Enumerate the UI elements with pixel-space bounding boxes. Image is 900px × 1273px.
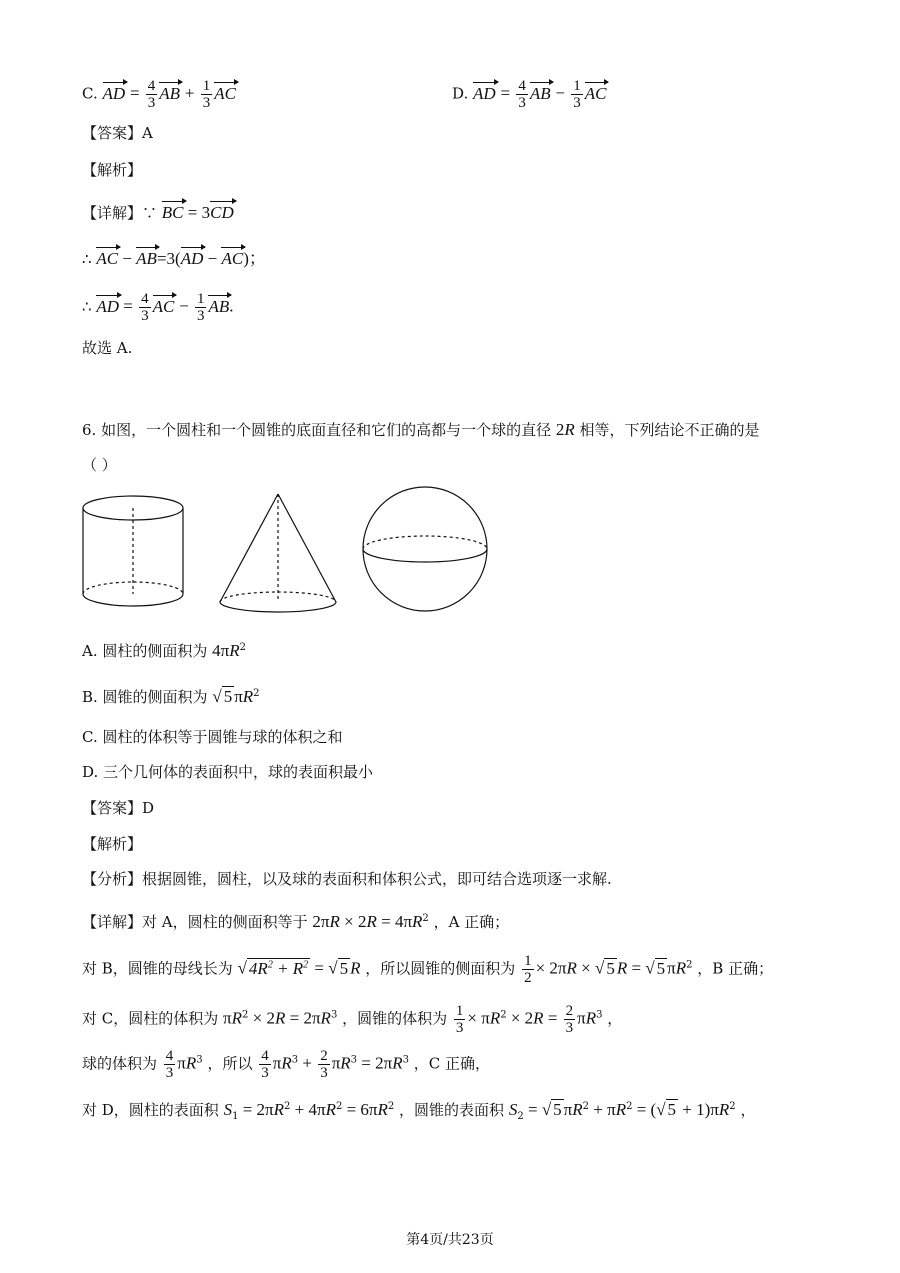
question-6-text-2: 相等，下列结论不正确的是 xyxy=(579,421,760,439)
detail-c-pre: 对 C，圆柱的体积为 xyxy=(82,1009,219,1028)
option-d: D. AD = $\frac{4}{3}$ AB − $\frac{1}{3}$ AC xyxy=(452,78,607,111)
question-6-paren: （ ） xyxy=(82,456,117,474)
detail-a-pre: 【详解】对 A，圆柱的侧面积等于 xyxy=(82,913,308,931)
detail-d-post: ， xyxy=(740,1101,756,1119)
ball-volume: 球的体积为 $\frac{4}{3}$ $\pi R^3$ ，所以 $\frac{4}{3}$ $\pi R^3$ + $\frac{2}{3}$ $\pi R^3 = 2\pi R^3$ ，C 正确， xyxy=(82,1048,491,1081)
option-d-label: D. xyxy=(452,84,469,103)
detail-b-post: ，B 正确； xyxy=(697,959,774,978)
cylinder-figure xyxy=(83,496,183,606)
analysis-1: 【解析】 xyxy=(82,161,143,179)
question-6: 6. 如图，一个圆柱和一个圆锥的底面直径和它们的高都与一个球的直径 2R 相等，下列结论不正确的是 xyxy=(82,420,760,439)
analysis-2: 【解析】 xyxy=(82,835,143,853)
detail-c-mid: ，圆锥的体积为 xyxy=(342,1009,448,1028)
detail-b: 对 B，圆锥的母线长为 √ $4R^2 + R^2$ = √ 5 R ，所以圆锥的侧面积为 $\frac{1}{2}$ × 2πR × √ 5 R = √ 5 $\pi R^2$ ，B 正确； xyxy=(82,953,774,986)
choose-a: 故选 A. xyxy=(82,339,133,357)
vec-ad: AD xyxy=(102,83,126,103)
derivation-1: ∴ AC − AB=3(AD − AC)； xyxy=(82,249,266,268)
ball-volume-pre: 球的体积为 xyxy=(82,1054,158,1073)
cone-figure xyxy=(220,494,336,612)
detail-b-mid: ，所以圆锥的侧面积为 xyxy=(365,959,516,978)
ball-volume-mid: ，所以 xyxy=(207,1054,253,1073)
option-c-6: C. 圆柱的体积等于圆锥与球的体积之和 xyxy=(82,728,343,746)
detail-c-post: ， xyxy=(607,1009,623,1028)
detail-c: 对 C，圆柱的体积为 $\pi R^2 \times 2R = 2\pi R^3$ ，圆锥的体积为 $\frac{1}{3}$ × $\pi R^2 \times 2R$ = $\frac{2}{3}$ $\pi R^3$ ， xyxy=(82,1003,623,1036)
detail-d-mid: ，圆锥的表面积 xyxy=(399,1101,505,1119)
derivation-2: ∴ AD = $\frac{4}{3}$ AC − $\frac{1}{3}$ AB. xyxy=(82,291,234,324)
answer-2: 【答案】D xyxy=(82,799,155,817)
fenxi: 【分析】根据圆锥，圆柱，以及球的表面积和体积公式，即可结合选项逐一求解. xyxy=(82,870,612,888)
page-footer: 第4页/共23页 xyxy=(406,1232,494,1248)
detail-b-pre: 对 B，圆锥的母线长为 xyxy=(82,959,233,978)
option-a-6-text: A. 圆柱的侧面积为 xyxy=(82,642,208,660)
detail-1: 【详解】∵ BC = 3CD xyxy=(82,203,234,222)
detail-d: 对 D，圆柱的表面积 $S_1 = 2\pi R^2 + 4\pi R^2 = 6\pi R^2$ ，圆锥的表面积 $S_2$ = √ 5 $\pi R^2 + \pi R^2$ = (√ $5 + 1)\pi R^2$ ， xyxy=(82,1100,756,1122)
answer-1: 【答案】A xyxy=(82,124,153,142)
option-c: C. AD = $\frac{4}{3}$ AB + $\frac{1}{3}$ AC xyxy=(82,78,236,111)
detail-a-post: ，A 正确； xyxy=(433,913,510,931)
option-a-6: A. 圆柱的侧面积为 $4\pi R^2$ xyxy=(82,641,247,660)
option-d-6: D. 三个几何体的表面积中，球的表面积最小 xyxy=(82,763,374,781)
option-c-label: C. xyxy=(82,84,98,103)
therefore-symbol: ∴ xyxy=(82,297,92,316)
option-b-6-text: B. 圆锥的侧面积为 xyxy=(82,688,208,706)
detail-d-pre: 对 D，圆柱的表面积 xyxy=(82,1101,219,1119)
option-b-6: B. 圆锥的侧面积为 √ 5 $\pi R^2$ xyxy=(82,687,260,706)
ball-volume-post: ，C 正确， xyxy=(413,1054,491,1073)
detail-1-label: 【详解】∵ xyxy=(82,204,158,222)
therefore-symbol: ∴ xyxy=(82,250,92,268)
sphere-figure xyxy=(363,487,487,611)
geometry-figures xyxy=(78,484,508,619)
question-6-text: 6. 如图，一个圆柱和一个圆锥的底面直径和它们的高都与一个球的直径 xyxy=(82,421,552,439)
detail-a: 【详解】对 A，圆柱的侧面积等于 $2\pi R \times 2R = 4\pi R^2$ ，A 正确； xyxy=(82,912,510,931)
